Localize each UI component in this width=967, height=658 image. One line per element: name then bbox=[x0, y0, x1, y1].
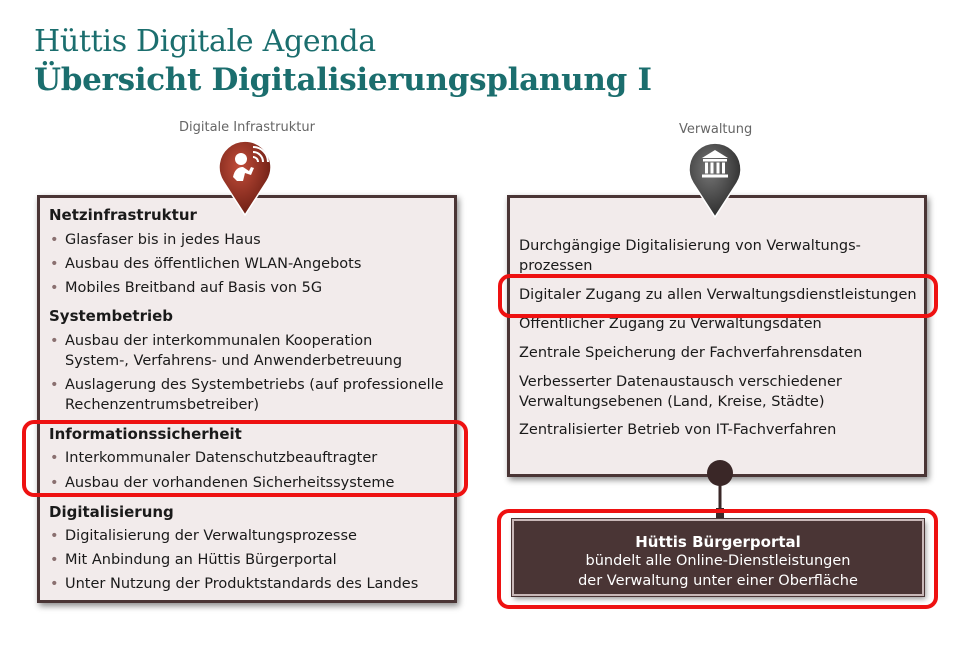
list-item: Öffentlicher Zugang zu Verwaltungsdaten bbox=[519, 316, 822, 332]
highlight-digital-access bbox=[498, 274, 938, 318]
category-label-left: Digitale Infrastruktur bbox=[179, 120, 315, 135]
category-label-right: Verwaltung bbox=[679, 122, 753, 137]
section-heading: Netzinfrastruktur bbox=[49, 206, 197, 224]
list-item: • Ausbau der interkommunalen Kooperation System-, Verfahrens- und Anwenderbetreuung bbox=[50, 333, 403, 369]
list-item: • Glasfaser bis in jedes Haus bbox=[50, 232, 261, 248]
title-line-1: Hüttis Digitale Agenda bbox=[34, 24, 376, 59]
list-item: Digitaler Zugang zu allen Verwaltungsdienstleistungen bbox=[519, 287, 917, 303]
list-item: Zentralisierter Betrieb von IT-Fachverfahren bbox=[519, 422, 837, 438]
highlight-security bbox=[22, 420, 468, 497]
list-item: • Ausbau der vorhandenen Sicherheitssysteme bbox=[50, 475, 395, 491]
section-heading: Systembetrieb bbox=[49, 307, 174, 325]
title-line-2: Übersicht Digitalisierungsplanung I bbox=[34, 62, 652, 98]
section-heading: Informationssicherheit bbox=[49, 425, 242, 443]
list-item: • Auslagerung des Systembetriebs (auf professionelle Rechenzentrumsbetreiber) bbox=[50, 377, 444, 413]
list-item: • Unter Nutzung der Produktstandards des Landes bbox=[50, 576, 419, 592]
list-item: Durchgängige Digitalisierung von Verwaltungs- prozessen bbox=[519, 238, 861, 274]
list-item: • Digitalisierung der Verwaltungsprozesse bbox=[50, 528, 357, 544]
list-item: • Ausbau des öffentlichen WLAN-Angebots bbox=[50, 256, 362, 272]
worker-with-wifi-icon bbox=[213, 137, 277, 217]
list-item: • Mit Anbindung an Hüttis Bürgerportal bbox=[50, 552, 337, 568]
portal-line-2: der Verwaltung unter einer Oberfläche bbox=[578, 573, 858, 589]
portal-title: Hüttis Bürgerportal bbox=[635, 533, 801, 551]
list-item: • Mobiles Breitband auf Basis von 5G bbox=[50, 280, 323, 296]
government-building-icon bbox=[684, 139, 746, 219]
highlight-portal bbox=[497, 509, 938, 609]
portal-line-1: bündelt alle Online-Dienstleistungen bbox=[585, 553, 851, 569]
list-item: • Interkommunaler Datenschutzbeauftragter bbox=[50, 450, 378, 466]
list-item: Verbesserter Datenaustausch verschiedener Verwaltungsebenen (Land, Kreise, Städte) bbox=[519, 374, 842, 410]
list-item: Zentrale Speicherung der Fachverfahrensdaten bbox=[519, 345, 863, 361]
section-heading: Digitalisierung bbox=[49, 503, 174, 521]
